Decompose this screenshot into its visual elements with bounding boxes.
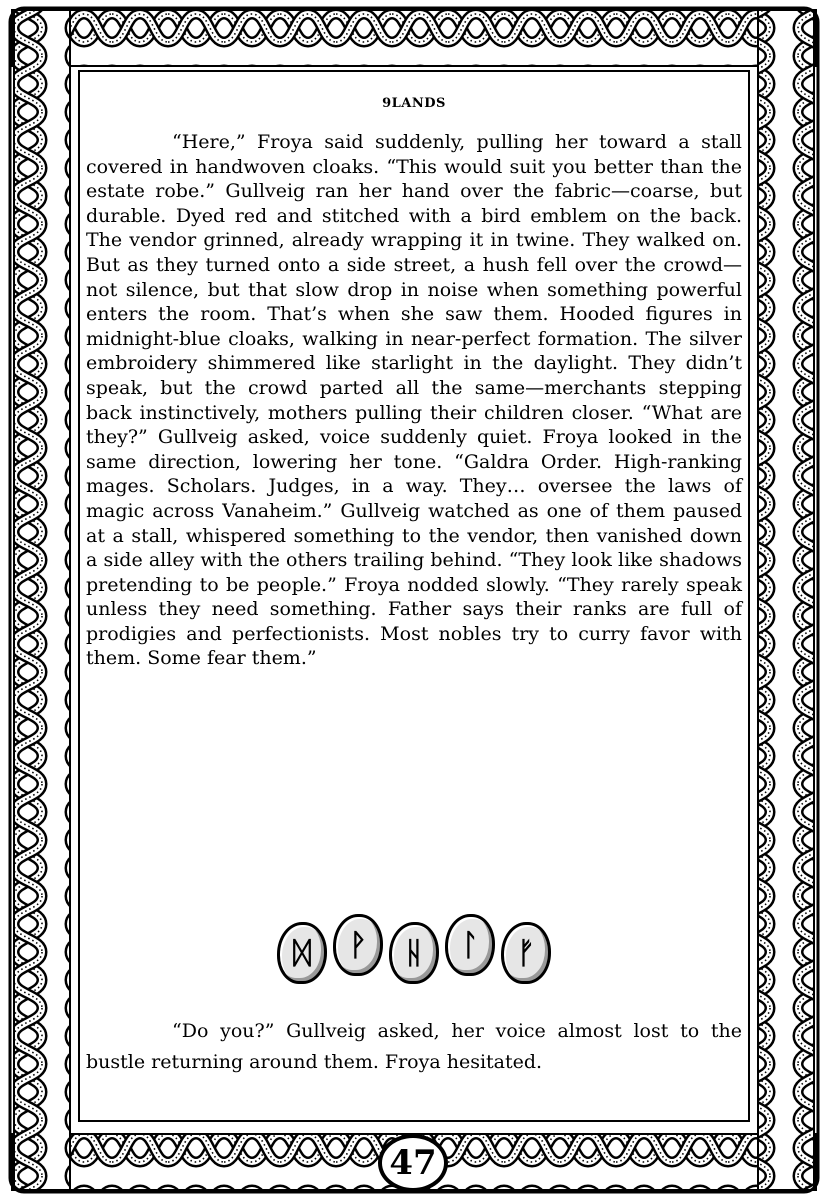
page-number: 47 [378, 1134, 448, 1192]
paragraph-1: “Here,” Froya said suddenly, pulling her toward a stall covered in handwoven cloaks. “This would suit you better than the estate robe.” Gullveig ran her hand over the fabric—coarse, but durable. Dyed red and stitched with a bird emblem on the back. The vendor grinned, already wrapping it in twine. They walked on. But as they turned onto a side street, a hush fell over the crowd—not silence, but that slow drop in noise when something powerful enters the room. That’s when she saw them. Hooded figures in midnight-blue cloaks, walking in near-perfect formation. The silver embroidery shimmered like starlight in the daylight. They didn’t speak, but the crowd parted all the same—merchants stepping back instinctively, mothers pulling their children closer. “What are they?” Gullveig asked, voice suddenly quiet. Froya looked in the same direction, lowering her tone. “Galdra Order. High-ranking mages. Scholars. Judges, in a way. They… oversee the laws of magic across Vanaheim.” Gullveig watched as one of them paused at a stall, whispered something to the vendor, then vanished down a side alley with the others trailing behind. “They look like shadows pretending to be people.” Froya nodded slowly. “They rarely speak unless they need something. Father says their ranks are full of prodigies and perfectionists. Most nobles try to curry favor with them. Some fear them.” [86, 131, 742, 670]
closing-text-block [86, 1016, 742, 1078]
rune-stone: ᚹ [333, 914, 383, 976]
rune-stone: ᛚ [445, 914, 495, 976]
running-head: 9LANDS [382, 96, 446, 111]
border-right [758, 10, 814, 1190]
rune-stone: ᚺ [389, 922, 439, 984]
main-text-block [86, 130, 742, 671]
paragraph-2: “Do you?” Gullveig asked, her voice almost lost to the bustle returning around them. Froya hesitated. [86, 1020, 742, 1073]
border-left [14, 10, 70, 1190]
rune-stones [0, 912, 828, 988]
rune-stone: ᛞ [277, 922, 327, 984]
rune-stone: ᚠ [501, 922, 551, 984]
border-top [12, 10, 816, 66]
